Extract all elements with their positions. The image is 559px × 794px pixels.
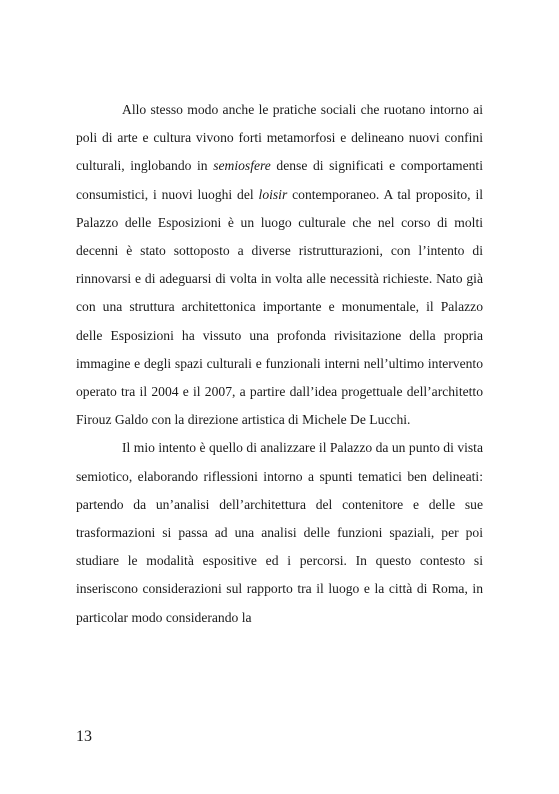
paragraph-1-text-c: contemporaneo. A tal proposito, il Palazzo delle Esposizioni è un luogo culturale che nel corso di molti decenni è stato sottoposto a diverse ristrutturazioni, con l’intento di rinnovarsi e di adeguarsi di volta in volta alle necessità richieste. Nato già con una struttura architettonica importante e monumentale, il Palazzo delle Esposizioni ha vissuto una profonda rivisitazione della propria immagine e degli spazi culturali e funzionali interni nell’ultimo intervento operato tra il 2004 e il 2007, a partire dall’idea progettuale dell’architetto Firouz Galdo con la direzione artistica di Michele De Lucchi. bbox=[76, 186, 483, 428]
page-number: 13 bbox=[76, 728, 92, 745]
page-body bbox=[76, 96, 483, 632]
paragraph-2: Il mio intento è quello di analizzare il Palazzo da un punto di vista semiotico, elaborando riflessioni intorno a spunti tematici ben delineati: partendo da un’analisi dell’architettura del contenitore e delle sue trasformazioni si passa ad una analisi delle funzioni spaziali, per poi studiare le modalità espositive ed i percorsi. In questo contesto si inseriscono considerazioni sul rapporto tra il luogo e la città di Roma, in particolar modo considerando la bbox=[76, 440, 483, 625]
italic-term-semiosfere: semiosfere bbox=[213, 158, 271, 174]
italic-term-loisir: loisir bbox=[258, 186, 288, 202]
paragraph-1-text-b: dense di significati e comportamenti consumistici, i nuovi luoghi del bbox=[76, 158, 483, 202]
paragraph-1-text-a: Allo stesso modo anche le pratiche sociali che ruotano intorno ai poli di arte e cultura vivono forti metamorfosi e delineano nuovi confini culturali, inglobando in bbox=[76, 102, 483, 174]
paragraph-1 bbox=[76, 96, 483, 434]
